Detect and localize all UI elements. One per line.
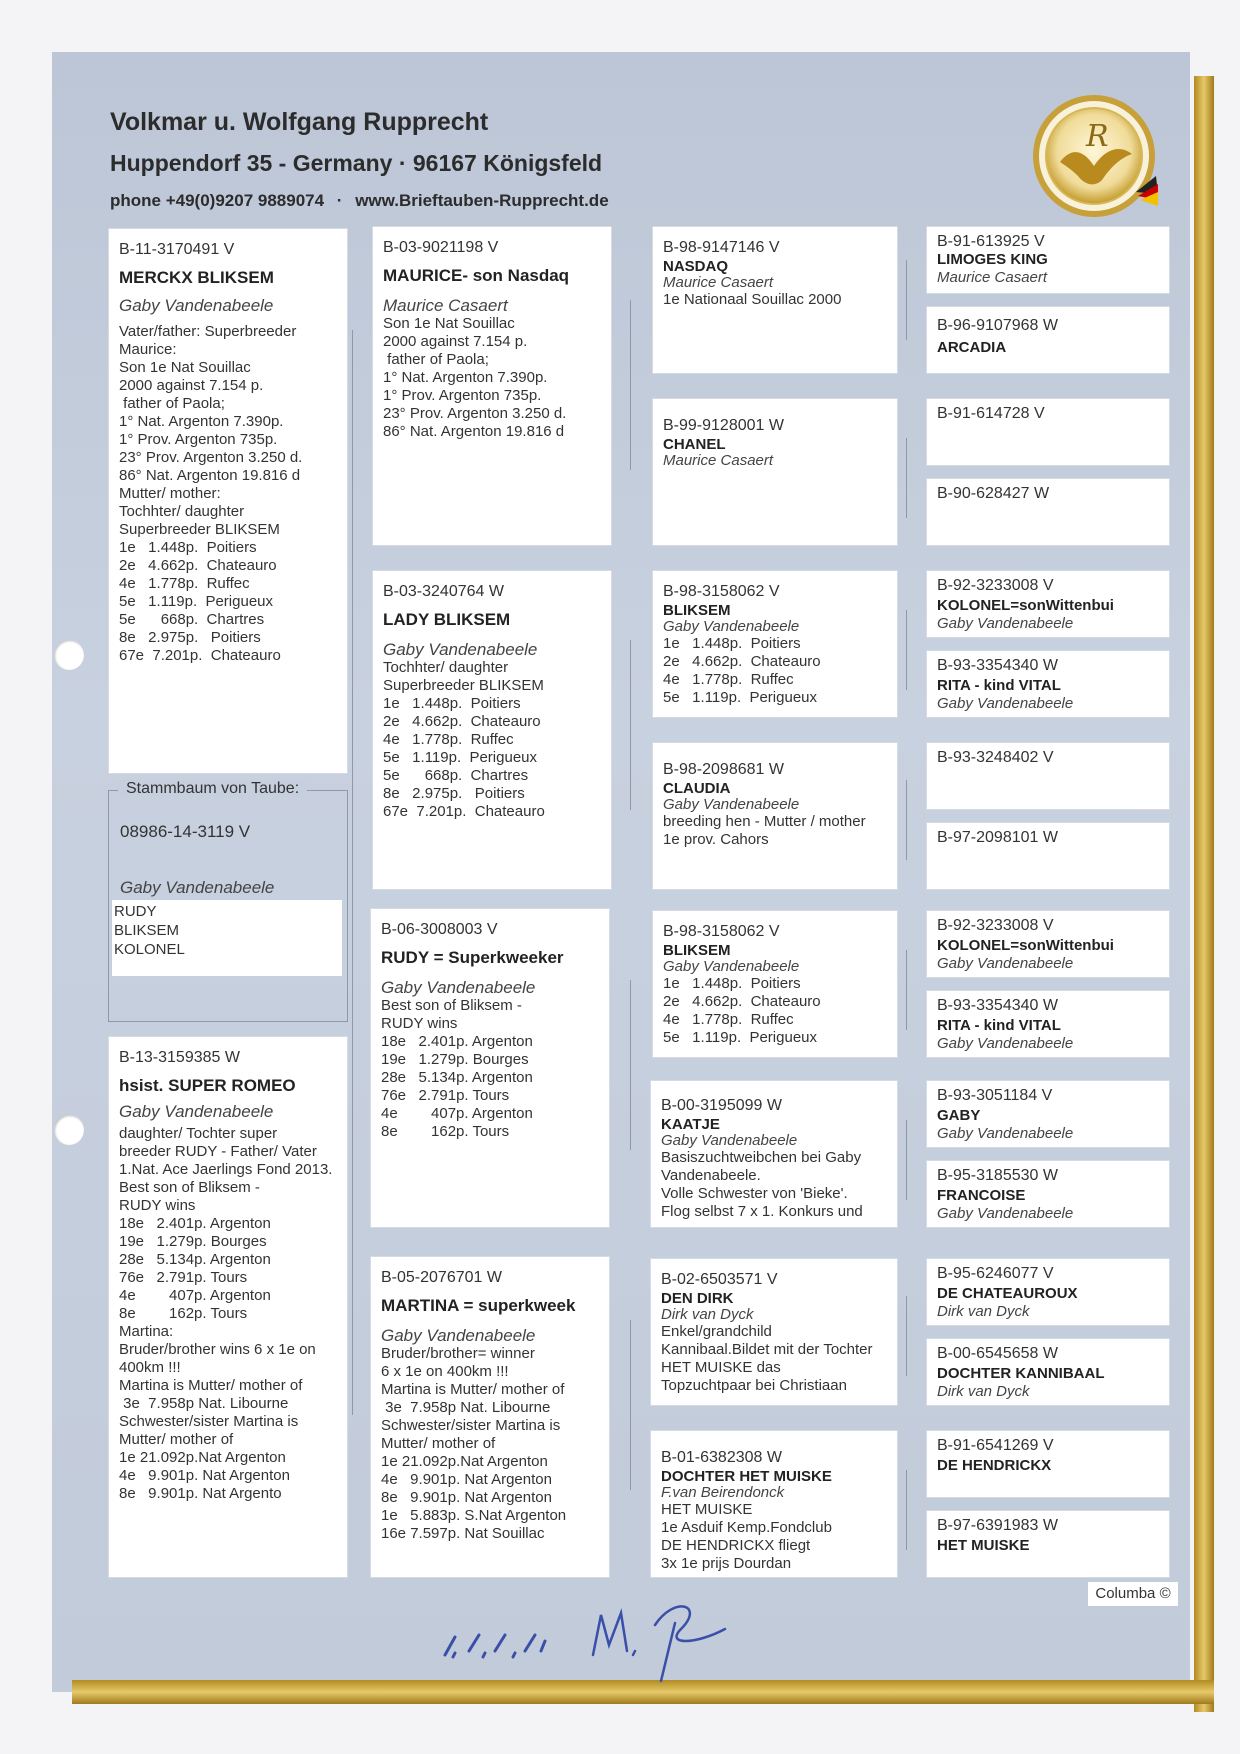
breeder-name: Gaby Vandenabeele <box>937 695 1074 712</box>
breeder-name: Gaby Vandenabeele <box>381 1326 536 1345</box>
note-line: 3e 7.958p Nat. Libourne <box>381 1399 551 1416</box>
note-line: 1e Nationaal Souillac 2000 <box>663 291 842 308</box>
note-line: 2e 4.662p. Chateauro <box>663 653 821 670</box>
note-line: 1.Nat. Ace Jaerlings Fond 2013. <box>119 1161 333 1178</box>
note-line: 23° Prov. Argenton 3.250 d. <box>383 405 567 422</box>
connector-line <box>906 1470 907 1550</box>
note-line: 8e 162p. Tours <box>119 1305 248 1322</box>
ring-number: B-91-614728 V <box>937 405 1045 422</box>
owner-contact <box>110 191 609 211</box>
breeder-name: Maurice Casaert <box>663 452 774 469</box>
pigeon-name: DEN DIRK <box>661 1290 734 1307</box>
note-line: 86° Nat. Argenton 19.816 d <box>119 467 301 484</box>
ring-number: B-96-9107968 W <box>937 317 1058 334</box>
connector-line <box>906 950 907 1030</box>
note-line: 8e 9.901p. Nat Argento <box>119 1485 282 1502</box>
pigeon-name: MERCKX BLIKSEM <box>119 268 274 287</box>
note-line: Mutter/ mother of <box>119 1431 234 1448</box>
breeder-name: Gaby Vandenabeele <box>937 1205 1074 1222</box>
note-line: 1e prov. Cahors <box>663 831 769 848</box>
ring-number: B-00-6545658 W <box>937 1345 1058 1362</box>
pigeon-name: RUDY = Superkweeker <box>381 948 564 967</box>
note-line: Bruder/brother wins 6 x 1e on <box>119 1341 316 1358</box>
note-line: 6 x 1e on 400km !!! <box>381 1363 509 1380</box>
note-line: Vandenabeele. <box>661 1167 761 1184</box>
note-line: 76e 2.791p. Tours <box>119 1269 248 1286</box>
breeder-name: Dirk van Dyck <box>937 1303 1030 1320</box>
ring-number: B-00-3195099 W <box>661 1097 782 1114</box>
great-grandparent-card[interactable] <box>650 1258 898 1406</box>
pigeon-name: RITA - kind VITAL <box>937 1017 1061 1034</box>
gold-border-right <box>1194 76 1214 1712</box>
gg-grandparent-card[interactable] <box>926 1080 1170 1148</box>
ring-number: B-91-6541269 V <box>937 1437 1054 1454</box>
note-line: 5e 668p. Chartres <box>383 767 529 784</box>
note-line: Martina is Mutter/ mother of <box>119 1377 303 1394</box>
connector-line <box>906 260 907 340</box>
gg-grandparent-card[interactable] <box>926 1430 1170 1498</box>
great-grandparent-card[interactable] <box>652 570 898 718</box>
pigeon-name: HET MUISKE <box>937 1537 1030 1554</box>
note-line: Tochhter/ daughter <box>383 659 509 676</box>
note-line: father of Paola; <box>119 395 225 412</box>
pigeon-name: NASDAQ <box>663 258 729 275</box>
note-line: 2000 against 7.154 p. <box>119 377 264 394</box>
note-line: 1° Nat. Argenton 7.390p. <box>119 413 284 430</box>
postal-address: 96167 Königsfeld <box>412 150 603 176</box>
pigeon-name: FRANCOISE <box>937 1187 1026 1204</box>
pigeon-name: KOLONEL=sonWittenbui <box>937 597 1114 614</box>
columba-credit: Columba © <box>1088 1582 1178 1606</box>
pigeon-name: CHANEL <box>663 436 726 453</box>
gg-grandparent-card[interactable] <box>926 226 1170 294</box>
gg-grandparent-card[interactable] <box>926 570 1170 638</box>
note-line: HET MUISKE <box>661 1501 753 1518</box>
ring-number: B-92-3233008 V <box>937 577 1054 594</box>
note-line: Basiszuchtweibchen bei Gaby <box>661 1149 862 1166</box>
handwritten-signature <box>425 1585 805 1685</box>
gg-grandparent-card[interactable] <box>926 478 1170 546</box>
note-line: 1° Prov. Argenton 735p. <box>383 387 542 404</box>
gg-grandparent-card[interactable] <box>926 742 1170 810</box>
ring-number: B-03-3240764 W <box>383 583 504 600</box>
pigeon-name: BLIKSEM <box>663 942 731 959</box>
street-address: Huppendorf 35 - Germany <box>110 150 393 176</box>
note-line: 8e 2.975p. Poitiers <box>119 629 261 646</box>
note-line: 18e 2.401p. Argenton <box>381 1033 533 1050</box>
note-line: 8e 9.901p. Nat Argenton <box>381 1489 552 1506</box>
note-line: 76e 2.791p. Tours <box>381 1087 510 1104</box>
ring-number: B-95-6246077 V <box>937 1265 1054 1282</box>
connector-line <box>630 300 631 470</box>
note-line: 1e 21.092p.Nat Argenton <box>381 1453 548 1470</box>
note-line: 4e 1.778p. Ruffec <box>119 575 250 592</box>
ring-number: B-99-9128001 W <box>663 417 784 434</box>
pigeon-notes <box>119 323 337 665</box>
connector-line <box>906 1296 907 1376</box>
ring-number: B-98-2098681 W <box>663 761 784 778</box>
note-line: breeder RUDY - Father/ Vater <box>119 1143 317 1160</box>
stammbaum-name-box <box>112 900 342 976</box>
breeder-name: Dirk van Dyck <box>937 1383 1030 1400</box>
note-line: 1e Asduif Kemp.Fondclub <box>661 1519 832 1536</box>
note-line: 4e 1.778p. Ruffec <box>663 1011 794 1028</box>
stammbaum-label: Stammbaum von Taube: <box>118 780 307 798</box>
note-line: 5e 668p. Chartres <box>119 611 265 628</box>
pigeon-name: LIMOGES KING <box>937 251 1048 268</box>
pigeon-notes <box>381 997 599 1141</box>
connector-line <box>906 780 907 860</box>
svg-text:R: R <box>1086 119 1109 154</box>
pigeon-name: MARTINA = superkweek <box>381 1296 576 1315</box>
note-line: 1e 1.448p. Poitiers <box>383 695 521 712</box>
connector-line <box>630 980 631 1150</box>
breeder-name: Maurice Casaert <box>663 274 774 291</box>
gg-grandparent-card[interactable] <box>926 822 1170 890</box>
note-line: 2e 4.662p. Chateauro <box>663 993 821 1010</box>
gg-grandparent-card[interactable] <box>926 1338 1170 1406</box>
note-line: 5e 1.119p. Perigueux <box>663 1029 817 1046</box>
note-line: 5e 1.119p. Perigueux <box>663 689 817 706</box>
ring-number: B-93-3051184 V <box>937 1087 1053 1104</box>
breeder-name: Gaby Vandenabeele <box>663 796 800 813</box>
note-line: Best son of Bliksem - <box>119 1179 260 1196</box>
breeder-name: Gaby Vandenabeele <box>663 618 800 635</box>
connector-line <box>906 1120 907 1200</box>
note-line: Maurice: <box>119 341 177 358</box>
pigeon-name: DOCHTER KANNIBAAL <box>937 1365 1105 1382</box>
breeder-name: Gaby Vandenabeele <box>937 1125 1074 1142</box>
ring-number: B-97-2098101 W <box>937 829 1058 846</box>
gg-grandparent-card[interactable] <box>926 1258 1170 1326</box>
note-line: Enkel/grandchild <box>661 1323 772 1340</box>
gg-grandparent-card[interactable] <box>926 306 1170 374</box>
separator-dot: · <box>336 191 343 210</box>
great-grandparent-card[interactable] <box>652 910 898 1058</box>
grandparent-card[interactable] <box>370 1256 610 1578</box>
note-line: Vater/father: Superbreeder <box>119 323 297 340</box>
breeder-name: Gaby Vandenabeele <box>661 1132 798 1149</box>
note-line: Martina is Mutter/ mother of <box>381 1381 565 1398</box>
phone-number: phone +49(0)9207 9889074 <box>110 191 325 210</box>
note-line: 3x 1e prijs Dourdan <box>661 1555 792 1572</box>
ring-number: B-05-2076701 W <box>381 1269 502 1286</box>
grandparent-card[interactable] <box>372 570 612 890</box>
note-line: 2e 4.662p. Chateauro <box>383 713 541 730</box>
pigeon-notes <box>119 1125 337 1503</box>
punch-hole-top <box>54 640 84 670</box>
note-line: 19e 1.279p. Bourges <box>119 1233 267 1250</box>
note-line: Martina: <box>119 1323 174 1340</box>
note-line: 4e 1.778p. Ruffec <box>663 671 794 688</box>
pigeon-name: DE HENDRICKX <box>937 1457 1052 1474</box>
note-line: Tochhter/ daughter <box>119 503 245 520</box>
pigeon-name: KOLONEL=sonWittenbui <box>937 937 1114 954</box>
note-line: Schwester/sister Martina is <box>381 1417 561 1434</box>
ring-number: B-98-3158062 V <box>663 923 780 940</box>
breeder-name: Gaby Vandenabeele <box>119 1102 274 1121</box>
gg-grandparent-card[interactable] <box>926 1160 1170 1228</box>
breeder-name: Gaby Vandenabeele <box>663 958 800 975</box>
website-link[interactable]: www.Brieftauben-Rupprecht.de <box>355 191 609 210</box>
ring-number: B-93-3354340 W <box>937 997 1058 1014</box>
pigeon-name: GABY <box>937 1107 981 1124</box>
note-line: 5e 1.119p. Perigueux <box>119 593 273 610</box>
ring-number: B-97-6391983 W <box>937 1517 1058 1534</box>
note-line: 1° Nat. Argenton 7.390p. <box>383 369 548 386</box>
breeder-name: Gaby Vandenabeele <box>119 296 274 315</box>
ring-number: B-98-9147146 V <box>663 239 780 256</box>
pigeon-name: ARCADIA <box>937 339 1007 356</box>
pigeon-name: RITA - kind VITAL <box>937 677 1061 694</box>
stammbaum-ring: 08986-14-3119 V <box>120 822 251 841</box>
note-line: 4e 9.901p. Nat Argenton <box>119 1467 290 1484</box>
note-line: 2000 against 7.154 p. <box>383 333 528 350</box>
note-line: RUDY wins <box>381 1015 458 1032</box>
note-line: 1e 21.092p.Nat Argenton <box>119 1449 286 1466</box>
note-line: 1e 1.448p. Poitiers <box>663 635 801 652</box>
ring-number: B-93-3354340 W <box>937 657 1058 674</box>
note-line: HET MUISKE das <box>661 1359 781 1376</box>
note-line: 1e 5.883p. S.Nat Argenton <box>381 1507 567 1524</box>
breeder-name: Gaby Vandenabeele <box>937 955 1074 972</box>
connector-line <box>352 330 353 1415</box>
note-line: Bruder/brother= winner <box>381 1345 535 1362</box>
breeder-name: F.van Beirendonck <box>661 1484 785 1501</box>
note-line: Mutter/ mother of <box>381 1435 496 1452</box>
ring-number: B-13-3159385 W <box>119 1049 240 1066</box>
gg-grandparent-card[interactable] <box>926 398 1170 466</box>
pigeon-name: hsist. SUPER ROMEO <box>119 1076 296 1095</box>
pedigree-sire-card[interactable] <box>108 228 348 774</box>
ring-number: B-01-6382308 W <box>661 1449 782 1466</box>
note-line: 3e 7.958p Nat. Libourne <box>119 1395 289 1412</box>
note-line: Kannibaal.Bildet mit der Tochter <box>661 1341 873 1358</box>
note-line: DE HENDRICKX fliegt <box>661 1537 811 1554</box>
pigeon-name: DOCHTER HET MUISKE <box>661 1468 832 1485</box>
breeder-name: Maurice Casaert <box>937 269 1048 286</box>
connector-line <box>906 438 907 518</box>
pigeon-notes <box>381 1345 599 1543</box>
note-line: 1e 1.448p. Poitiers <box>663 975 801 992</box>
note-line: 67e 7.201p. Chateauro <box>119 647 281 664</box>
pedigree-dam-card[interactable] <box>108 1036 348 1578</box>
note-line: 19e 1.279p. Bourges <box>381 1051 529 1068</box>
note-line: Superbreeder BLIKSEM <box>383 677 544 694</box>
note-line: 67e 7.201p. Chateauro <box>383 803 545 820</box>
note-line: Son 1e Nat Souillac <box>383 315 515 332</box>
stammbaum-name: BLIKSEM <box>114 922 180 939</box>
note-line: Topzuchtpaar bei Christiaan <box>661 1377 847 1394</box>
gg-grandparent-card[interactable] <box>926 910 1170 978</box>
grandparent-card[interactable] <box>370 908 610 1228</box>
note-line: 4e 9.901p. Nat Argenton <box>381 1471 552 1488</box>
pigeon-name: KAATJE <box>661 1116 720 1133</box>
note-line: 28e 5.134p. Argenton <box>119 1251 271 1268</box>
ring-number: B-03-9021198 V <box>383 239 499 256</box>
note-line: 1e 1.448p. Poitiers <box>119 539 257 556</box>
note-line: Volle Schwester von 'Bieke'. <box>661 1185 848 1202</box>
note-line: Best son of Bliksem - <box>381 997 522 1014</box>
note-line: Schwester/sister Martina is <box>119 1413 299 1430</box>
note-line: Flog selbst 7 x 1. Konkurs und <box>661 1203 863 1220</box>
ring-number: B-90-628427 W <box>937 485 1050 502</box>
gg-grandparent-card[interactable] <box>926 650 1170 718</box>
note-line: 4e 1.778p. Ruffec <box>383 731 514 748</box>
note-line: 1° Prov. Argenton 735p. <box>119 431 278 448</box>
ring-number: B-93-3248402 V <box>937 749 1054 766</box>
ring-number: B-11-3170491 V <box>119 241 235 258</box>
note-line: 23° Prov. Argenton 3.250 d. <box>119 449 303 466</box>
stammbaum-breeder: Gaby Vandenabeele <box>120 878 275 897</box>
note-line: 28e 5.134p. Argenton <box>381 1069 533 1086</box>
pigeon-notes <box>383 315 601 441</box>
note-line: 400km !!! <box>119 1359 181 1376</box>
note-line: Superbreeder BLIKSEM <box>119 521 280 538</box>
breeder-name: Gaby Vandenabeele <box>937 1035 1074 1052</box>
pigeon-name: DE CHATEAUROUX <box>937 1285 1078 1302</box>
stammbaum-name: KOLONEL <box>114 941 185 958</box>
connector-line <box>906 610 907 690</box>
great-grandparent-card[interactable] <box>652 226 898 374</box>
note-line: breeding hen - Mutter / mother <box>663 813 866 830</box>
pigeon-name: MAURICE- son Nasdaq <box>383 266 570 285</box>
ring-number: B-02-6503571 V <box>661 1271 778 1288</box>
rupprecht-logo <box>1024 84 1164 224</box>
stammbaum-name: RUDY <box>114 903 157 920</box>
ring-number: B-95-3185530 W <box>937 1167 1058 1184</box>
owner-name: Volkmar u. Wolfgang Rupprecht <box>110 108 489 136</box>
connector-line <box>630 640 631 810</box>
note-line: Son 1e Nat Souillac <box>119 359 251 376</box>
breeder-name: Gaby Vandenabeele <box>937 615 1074 632</box>
ring-number: B-06-3008003 V <box>381 921 498 938</box>
punch-hole-bottom <box>54 1115 84 1145</box>
gg-grandparent-card[interactable] <box>926 990 1170 1058</box>
ring-number: B-98-3158062 V <box>663 583 780 600</box>
note-line: 18e 2.401p. Argenton <box>119 1215 271 1232</box>
connector-line <box>630 1320 631 1490</box>
breeder-name: Gaby Vandenabeele <box>381 978 536 997</box>
note-line: Mutter/ mother: <box>119 485 221 502</box>
gg-grandparent-card[interactable] <box>926 1510 1170 1578</box>
breeder-name: Maurice Casaert <box>383 296 508 315</box>
note-line: 4e 407p. Argenton <box>381 1105 533 1122</box>
great-grandparent-card[interactable] <box>652 742 898 890</box>
note-line: 2e 4.662p. Chateauro <box>119 557 277 574</box>
note-line: 16e 7.597p. Nat Souillac <box>381 1525 545 1542</box>
breeder-name: Dirk van Dyck <box>661 1306 754 1323</box>
note-line: 8e 2.975p. Poitiers <box>383 785 525 802</box>
note-line: 5e 1.119p. Perigueux <box>383 749 537 766</box>
pigeon-name: CLAUDIA <box>663 780 731 797</box>
pigeon-notes <box>383 659 601 821</box>
note-line: 4e 407p. Argenton <box>119 1287 271 1304</box>
pigeon-name: BLIKSEM <box>663 602 731 619</box>
note-line: RUDY wins <box>119 1197 196 1214</box>
note-line: 86° Nat. Argenton 19.816 d <box>383 423 565 440</box>
breeder-name: Gaby Vandenabeele <box>383 640 538 659</box>
note-line: daughter/ Tochter super <box>119 1125 278 1142</box>
grandparent-card[interactable] <box>372 226 612 546</box>
owner-address <box>110 150 602 177</box>
great-grandparent-card[interactable] <box>652 398 898 546</box>
separator-dot: · <box>398 150 407 176</box>
note-line: 8e 162p. Tours <box>381 1123 510 1140</box>
great-grandparent-card[interactable] <box>650 1430 898 1578</box>
great-grandparent-card[interactable] <box>650 1080 898 1228</box>
note-line: father of Paola; <box>383 351 489 368</box>
ring-number: B-92-3233008 V <box>937 917 1054 934</box>
ring-number: B-91-613925 V <box>937 233 1045 250</box>
pigeon-name: LADY BLIKSEM <box>383 610 511 629</box>
